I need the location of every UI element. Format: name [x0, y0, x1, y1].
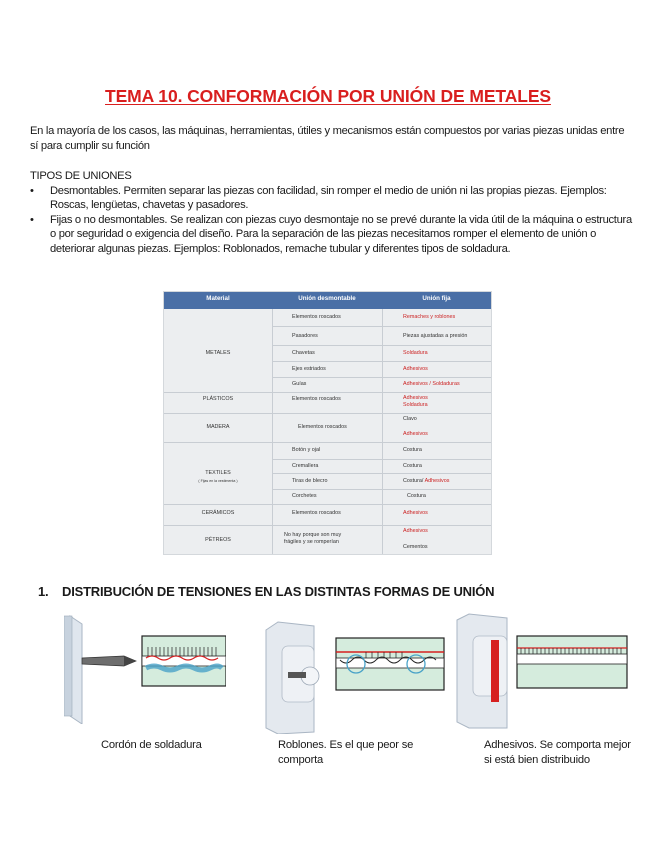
table-divider — [272, 345, 491, 346]
bullet-text: Fijas o no desmontables. Se realizan con piezas cuyo desmontaje no se prevé durante la vida útil de la máquina o estructura o por seguridad o exigencia del diseño. Para la separación de las piezas necesitamos romper el elemento de unión o deteriorar algunas piezas. Ejemplos: Roblonados, remache tubular y diferentes tipos de soldadura. — [50, 213, 632, 255]
caption-weld: Cordón de soldadura — [101, 739, 202, 751]
section-heading — [38, 584, 494, 599]
caption-adhesive: Adhesivos. Se comporta mejor si está bien distribuido — [484, 739, 631, 766]
cell-fija: Adhesivos — [403, 510, 428, 516]
table-divider — [272, 459, 491, 460]
cell-fija: Adhesivos — [403, 528, 428, 534]
cell-fija: Clavo — [403, 416, 417, 422]
table-divider — [272, 377, 491, 378]
cell-fija: Soldadura — [403, 350, 428, 356]
material-ceramicos: CERÁMICOS — [201, 510, 235, 516]
rivet-joint-diagram — [264, 620, 450, 734]
cell-desm: Ejes estriados — [292, 366, 326, 372]
table-divider — [164, 392, 491, 393]
cell-desm: Chavetas — [292, 350, 315, 356]
header-fija: Unión fija — [422, 295, 451, 302]
table-divider — [164, 413, 491, 414]
cell-fija: Costura — [403, 463, 422, 469]
cell-fija: Adhesivos / Soldaduras — [403, 381, 460, 387]
cell-desm: Cremallera — [292, 463, 319, 469]
bullet-marker: • — [30, 213, 34, 226]
weld-joint-diagram — [64, 614, 226, 724]
material-plasticos: PLÁSTICOS — [202, 396, 234, 402]
cell-desm: Botón y ojal — [292, 447, 321, 453]
table-divider — [272, 361, 491, 362]
cell-fija: Cementos — [403, 544, 428, 550]
table-divider — [164, 442, 491, 443]
header-desmontable: Unión desmontable — [298, 295, 356, 302]
adhesive-joint-diagram — [455, 612, 635, 730]
list-item — [30, 213, 632, 256]
cell-fija: Soldadura — [403, 402, 428, 408]
cell-desm: Elementos roscados — [292, 396, 341, 402]
cell-fija-part: Costura/ — [403, 478, 424, 484]
cell-desm: Tiras de blecro — [292, 478, 328, 484]
types-list — [30, 184, 632, 256]
cell-fija — [403, 478, 449, 485]
cell-desm: Elementos roscados — [298, 424, 347, 430]
caption-rivet: Roblones. Es el que peor se comporta — [278, 739, 414, 766]
table-divider — [272, 326, 491, 327]
cell-fija: Costura — [407, 493, 426, 499]
table-divider — [272, 489, 491, 490]
table-divider — [164, 504, 491, 505]
header-material: Material — [206, 295, 230, 302]
joints-table — [163, 291, 492, 555]
material-petreos: PÉTREOS — [205, 537, 231, 543]
section-number: 1. — [38, 584, 49, 599]
cell-fija-part: Adhesivos — [424, 478, 450, 484]
table-header — [164, 292, 491, 309]
cell-desm: Elementos roscados — [292, 510, 341, 516]
cell-desm: Corchetes — [292, 493, 317, 499]
cell-fija: Piezas ajustadas a presión — [403, 333, 468, 339]
cell-desm: frágiles y se romperían — [284, 539, 339, 545]
bullet-text: Desmontables. Permiten separar las piezas con facilidad, sin romper el medio de unión ni las propias piezas. Ejemplos: Roscas, lengüetas, chavetas y pasadores. — [50, 185, 607, 212]
types-heading: TIPOS DE UNIONES — [30, 170, 132, 182]
section-title: DISTRIBUCIÓN DE TENSIONES EN LAS DISTINTAS FORMAS DE UNIÓN — [62, 584, 495, 599]
bullet-marker: • — [30, 185, 34, 197]
cell-desm: Pasadores — [292, 333, 318, 339]
material-textiles: TEXTILES — [205, 470, 231, 476]
cell-fija: Adhesivos — [403, 366, 428, 372]
list-item — [30, 184, 632, 213]
table-divider — [272, 473, 491, 474]
cell-fija: Remaches y roblones — [403, 314, 456, 320]
material-textiles-note: ( Fijas en la vestimenta ) — [198, 479, 238, 483]
cell-fija: Adhesivos — [403, 395, 428, 401]
cell-desm: Guías — [292, 381, 307, 387]
intro-paragraph: En la mayoría de los casos, las máquinas, herramientas, útiles y mecanismos están compuestos por varias piezas unidas entre sí para cumplir su función — [30, 125, 625, 152]
cell-desm: No hay porque son muy — [284, 532, 342, 538]
cell-fija: Costura — [403, 447, 422, 453]
cell-desm: Elementos roscados — [292, 314, 341, 320]
material-madera: MADERA — [206, 424, 230, 430]
table-divider — [164, 525, 491, 526]
cell-fija: Adhesivos — [403, 431, 428, 437]
page-title: TEMA 10. CONFORMACIÓN POR UNIÓN DE METALES — [105, 86, 551, 106]
material-metales: METALES — [205, 350, 231, 356]
